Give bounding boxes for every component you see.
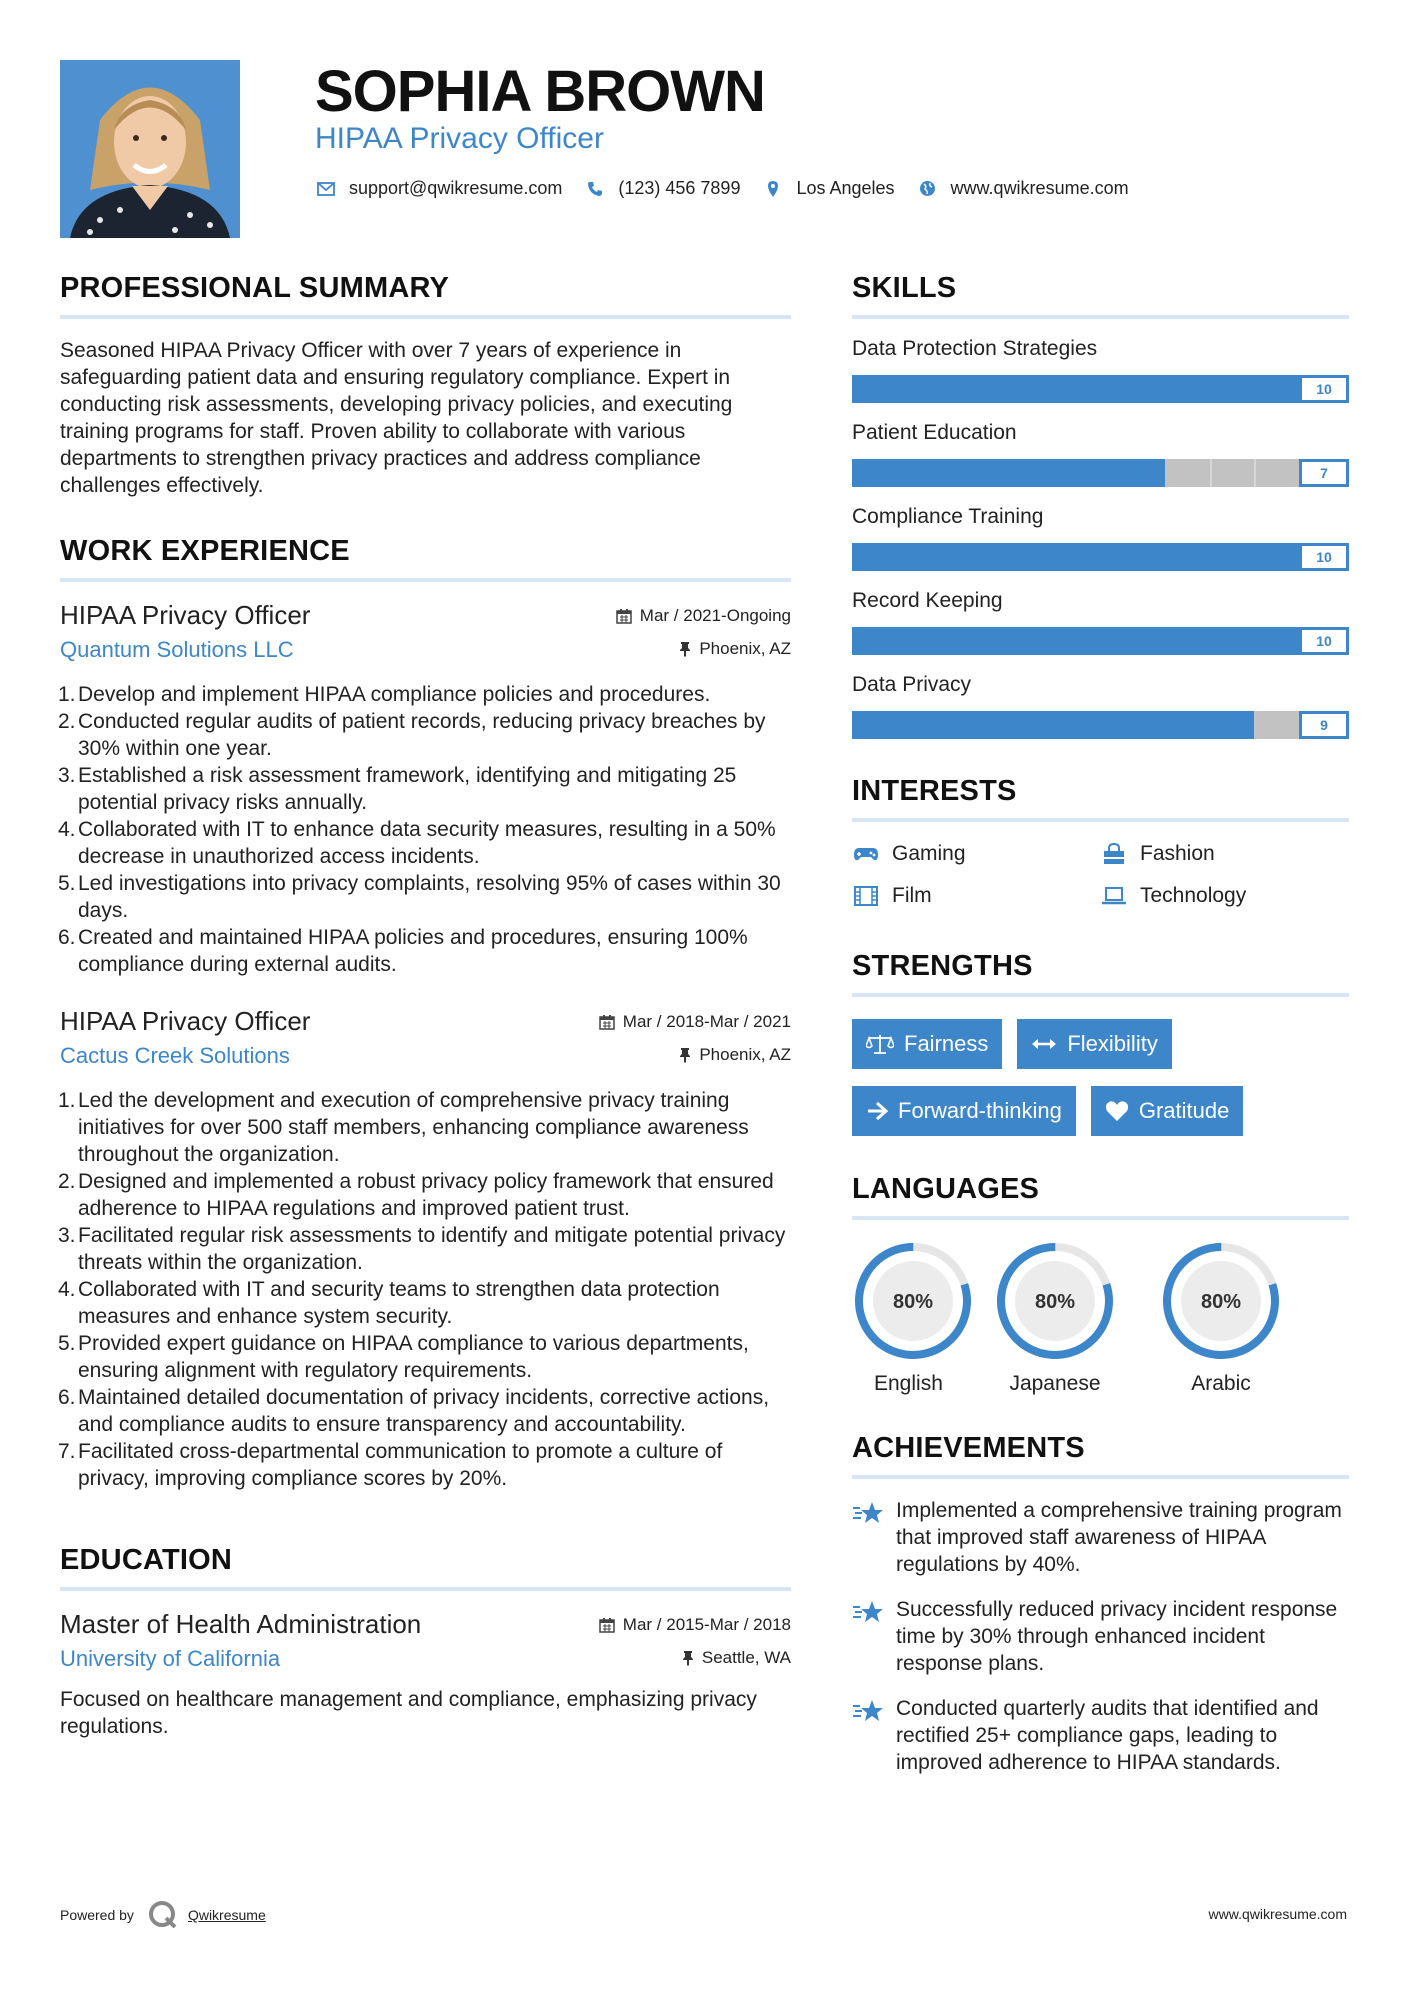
pushpin-icon: [679, 641, 691, 657]
interest-item: Fashion: [1100, 842, 1348, 866]
language-ring: [994, 1240, 1116, 1362]
degree-title: Master of Health Administration: [60, 1609, 422, 1639]
skill-bar: [852, 627, 1349, 655]
section-title-summary: PROFESSIONAL SUMMARY: [60, 272, 791, 319]
skill-score: 9: [1299, 711, 1349, 739]
interest-item: Technology: [1100, 884, 1348, 908]
powered-by-text: Powered by: [60, 1907, 134, 1923]
skill-bar: [852, 375, 1349, 403]
pushpin-icon: [682, 1650, 694, 1666]
section-title-languages: LANGUAGES: [852, 1173, 1349, 1220]
education-location-text: Seattle, WA: [701, 1648, 791, 1667]
left-column: [60, 272, 791, 1740]
bullet-item: 5. Provided expert guidance on HIPAA compliance to various departments, ensuring alignment with regulatory requirements.: [58, 1332, 749, 1382]
phone-icon: [584, 179, 606, 199]
language-label: Japanese: [1009, 1372, 1101, 1395]
language-label: Arabic: [1191, 1372, 1251, 1395]
language-percent: 80%: [1034, 1291, 1076, 1313]
skills-list: [852, 337, 1349, 739]
footer-website[interactable]: www.qwikresume.com: [1208, 1906, 1347, 1922]
contact-location: [762, 178, 894, 199]
right-column: [852, 272, 1349, 1776]
bullet-item: 6. Maintained detailed documentation of privacy incidents, corrective actions, and compliance audits to ensure transparency and accountability.: [58, 1386, 770, 1436]
achievement-item: Conducted quarterly audits that identified and rectified 25+ compliance gaps, leading to improved adherence to HIPAA standards.: [852, 1695, 1349, 1776]
bullet-item: 1. Develop and implement HIPAA compliance policies and procedures.: [58, 683, 711, 706]
skill-item: [852, 421, 1349, 487]
skill-score: 10: [1299, 543, 1349, 571]
skill-bar: [852, 711, 1349, 739]
arrows-horizontal-icon: [1031, 1037, 1057, 1051]
contact-email[interactable]: [315, 178, 562, 199]
star-icon: [852, 1596, 896, 1677]
scale-icon: [866, 1033, 894, 1055]
skill-bar-fill: [852, 627, 1299, 655]
contact-bar: [315, 178, 1151, 199]
education-description: Focused on healthcare management and compliance, emphasizing privacy regulations.: [60, 1688, 757, 1738]
skill-bar: [852, 459, 1349, 487]
job-location-text: Phoenix, AZ: [699, 639, 791, 658]
language-item: [852, 1240, 972, 1396]
section-title-education: EDUCATION: [60, 1544, 791, 1591]
contact-phone[interactable]: [584, 178, 740, 199]
language-ring: [852, 1240, 974, 1362]
skill-bar-fill: [852, 375, 1299, 403]
skill-bar-segment: [1210, 459, 1212, 487]
language-item: [1138, 1240, 1304, 1396]
laptop-icon: [1100, 887, 1128, 905]
globe-icon: [917, 179, 939, 199]
job-location: [679, 1045, 791, 1065]
interest-item: Gaming: [852, 842, 1100, 866]
bullet-item: 4. Collaborated with IT and security teams to strengthen data protection measures and enhance system security.: [58, 1278, 720, 1328]
candidate-title: HIPAA Privacy Officer: [315, 122, 604, 155]
bullet-item: 3. Established a risk assessment framework, identifying and mitigating 25 potential privacy risks annually.: [58, 764, 737, 814]
location-text: Los Angeles: [796, 178, 895, 198]
bullet-item: 7. Facilitated cross-departmental communication to promote a culture of privacy, improving compliance scores by 20%.: [58, 1440, 723, 1490]
film-icon: [852, 886, 880, 906]
job-date: [616, 606, 791, 626]
job-location: [679, 639, 791, 659]
job-date-text: Mar / 2018-Mar / 2021: [622, 1012, 791, 1031]
job-location-text: Phoenix, AZ: [699, 1045, 791, 1064]
strength-chip: Fairness: [852, 1019, 1002, 1069]
pushpin-icon: [679, 1047, 691, 1063]
bullet-item: 4. Collaborated with IT to enhance data security measures, resulting in a 50% decrease in unauthorized access incidents.: [58, 818, 776, 868]
skill-bar-fill: [852, 543, 1299, 571]
calendar-icon: [599, 1014, 615, 1030]
phone-text: (123) 456 7899: [618, 178, 741, 198]
skill-bar-fill: [852, 459, 1165, 487]
skill-bar-segment: [1254, 459, 1256, 487]
school-name: University of California: [60, 1646, 281, 1671]
heart-icon: [1105, 1100, 1129, 1122]
skill-item: [852, 589, 1349, 655]
skill-item: [852, 337, 1349, 403]
contact-website[interactable]: [917, 178, 1129, 199]
email-text: support@qwikresume.com: [349, 178, 563, 198]
candidate-name: SOPHIA BROWN: [315, 59, 765, 124]
job-date-text: Mar / 2021-Ongoing: [639, 606, 791, 625]
star-icon: [852, 1497, 896, 1578]
calendar-icon: [599, 1617, 615, 1633]
bullet-item: 3. Facilitated regular risk assessments to identify and mitigate potential privacy threats within the organization.: [58, 1224, 786, 1274]
summary-text: Seasoned HIPAA Privacy Officer with over 7 years of experience in safeguarding patient data and ensuring regulatory compliance. Expert in conducting risk assessments, developing privacy policies, and executing training programs for staff. Proven ability to collaborate with various departments to strengthen privacy practices and address compliance challenges effectively.: [60, 339, 733, 497]
skill-label: Data Privacy: [852, 673, 972, 696]
bullet-item: 2. Designed and implemented a robust privacy policy framework that ensured adherence to HIPAA regulations and improved patient trust.: [58, 1170, 774, 1220]
section-title-interests: INTERESTS: [852, 775, 1349, 822]
skill-score: 10: [1299, 627, 1349, 655]
language-percent: 80%: [892, 1291, 934, 1313]
envelope-icon: [315, 179, 337, 199]
strength-chip: Forward-thinking: [852, 1086, 1076, 1136]
arrow-right-icon: [866, 1101, 888, 1121]
skill-bar-fill: [852, 711, 1254, 739]
job-entry: [60, 1006, 791, 1492]
education-date: [599, 1615, 791, 1635]
language-label: English: [874, 1372, 943, 1395]
bullet-item: 1. Led the development and execution of comprehensive privacy training initiatives for over 500 staff members, enhancing compliance awareness throughout the organization.: [58, 1089, 749, 1166]
section-title-skills: SKILLS: [852, 272, 1349, 319]
job-entry: [60, 600, 791, 978]
shopping-bag-icon: [1100, 843, 1128, 865]
company-name: Quantum Solutions LLC: [60, 637, 294, 662]
skill-label: Record Keeping: [852, 589, 1003, 612]
section-title-strengths: STRENGTHS: [852, 950, 1349, 997]
strengths-list: [852, 1019, 1349, 1153]
language-item: [972, 1240, 1138, 1396]
map-pin-icon: [762, 179, 784, 199]
strength-chip: Flexibility: [1017, 1019, 1171, 1069]
skill-item: [852, 505, 1349, 571]
profile-photo: [60, 60, 240, 238]
qwikresume-logo-icon: [148, 1900, 178, 1930]
education-date-text: Mar / 2015-Mar / 2018: [622, 1615, 791, 1634]
section-title-achievements: ACHIEVEMENTS: [852, 1432, 1349, 1479]
bullet-item: 2. Conducted regular audits of patient records, reducing privacy breaches by 30% within one year.: [58, 710, 766, 760]
skill-label: Patient Education: [852, 421, 1017, 444]
skill-score: 10: [1299, 375, 1349, 403]
interest-item: Film: [852, 884, 1100, 908]
skill-label: Data Protection Strategies: [852, 337, 1098, 360]
star-icon: [852, 1695, 896, 1776]
calendar-icon: [616, 608, 632, 624]
skill-item: [852, 673, 1349, 739]
job-title: HIPAA Privacy Officer: [60, 600, 311, 630]
bullet-item: 6. Created and maintained HIPAA policies and procedures, ensuring 100% compliance during external audits.: [58, 926, 748, 976]
strength-chip: Gratitude: [1091, 1086, 1244, 1136]
gamepad-icon: [852, 846, 880, 862]
achievement-item: Implemented a comprehensive training program that improved staff awareness of HIPAA regulations by 40%.: [852, 1497, 1349, 1578]
company-name: Cactus Creek Solutions: [60, 1043, 290, 1068]
achievements-list: [852, 1497, 1349, 1776]
language-ring: [1160, 1240, 1282, 1362]
language-percent: 80%: [1200, 1291, 1242, 1313]
languages-list: [852, 1240, 1349, 1396]
website-text: www.qwikresume.com: [950, 178, 1129, 198]
education-location: [682, 1648, 791, 1668]
skill-bar: [852, 543, 1349, 571]
skill-label: Compliance Training: [852, 505, 1044, 528]
bullet-item: 5. Led investigations into privacy complaints, resolving 95% of cases within 30 days.: [58, 872, 781, 922]
job-bullets: [60, 1087, 791, 1492]
achievement-item: Successfully reduced privacy incident response time by 30% through enhanced incident response plans.: [852, 1596, 1349, 1677]
job-title: HIPAA Privacy Officer: [60, 1006, 311, 1036]
job-date: [599, 1012, 791, 1032]
interests-list: [852, 842, 1349, 908]
skill-score: 7: [1299, 459, 1349, 487]
education-entry: [60, 1609, 791, 1740]
qwikresume-link[interactable]: Qwikresume: [187, 1907, 266, 1923]
section-title-experience: WORK EXPERIENCE: [60, 535, 791, 582]
footer-powered-by: [60, 1900, 266, 1930]
job-bullets: [60, 681, 791, 978]
